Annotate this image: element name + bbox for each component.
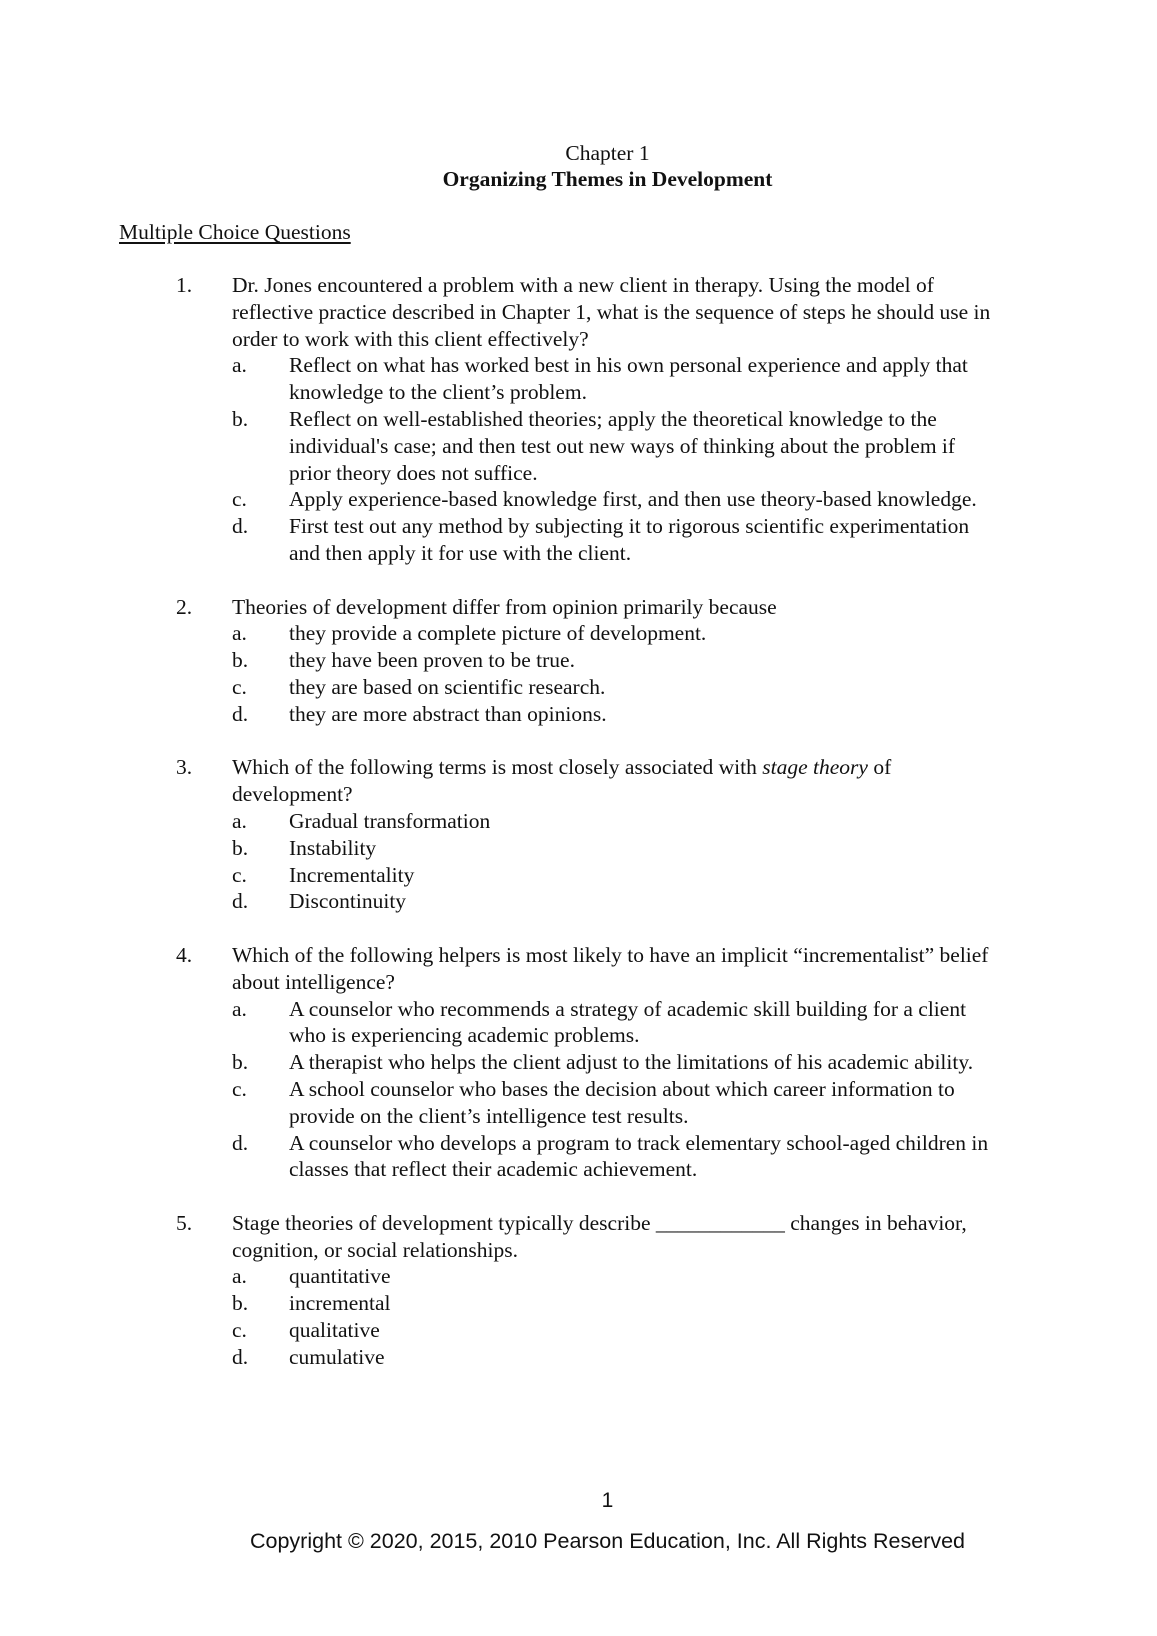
question-list bbox=[0, 272, 1157, 1397]
section-heading: Multiple Choice Questions bbox=[119, 220, 351, 244]
option-text: they are based on scientific research. bbox=[289, 674, 606, 699]
answer-option bbox=[0, 1290, 1157, 1317]
question-stem-text: Which of the following terms is most closely associated with bbox=[232, 755, 763, 780]
question-number: 3. bbox=[176, 755, 193, 780]
option-letter: a. bbox=[232, 996, 247, 1021]
answer-option bbox=[0, 674, 1157, 701]
answer-option bbox=[0, 352, 1157, 406]
chapter-title: Organizing Themes in Development bbox=[442, 167, 773, 191]
option-text: they are more abstract than opinions. bbox=[289, 701, 607, 726]
option-letter: b. bbox=[232, 406, 249, 431]
option-letter: c. bbox=[232, 487, 247, 512]
option-text: qualitative bbox=[289, 1318, 380, 1343]
answer-option bbox=[0, 1049, 1157, 1076]
option-text: Apply experience-based knowledge first, and then use theory-based knowledge. bbox=[289, 487, 977, 512]
page-number: 1 bbox=[601, 1489, 614, 1512]
question-stem-text: Which of the following helpers is most likely to have an implicit “incrementalist” belief about intelligence? bbox=[232, 942, 989, 994]
option-letter: b. bbox=[232, 648, 249, 673]
option-letter: c. bbox=[232, 1318, 247, 1343]
option-letter: d. bbox=[232, 1344, 249, 1369]
option-letter: a. bbox=[232, 1264, 247, 1289]
option-letter: c. bbox=[232, 1076, 247, 1101]
option-text: Reflect on well-established theories; apply the theoretical knowledge to the individual's case; and then test out new ways of thinking about the problem if prior theory does not suffice. bbox=[289, 406, 956, 485]
answer-option bbox=[0, 835, 1157, 862]
answer-option bbox=[0, 701, 1157, 728]
option-text: Incrementality bbox=[289, 862, 415, 887]
question-stem bbox=[232, 754, 992, 808]
question-number: 2. bbox=[176, 594, 193, 619]
question-number: 1. bbox=[176, 273, 193, 297]
option-text: Reflect on what has worked best in his own personal experience and apply that knowledge to the client’s problem. bbox=[289, 353, 968, 405]
answer-option bbox=[0, 406, 1157, 486]
question-item bbox=[0, 942, 1157, 1183]
answer-option bbox=[0, 1317, 1157, 1344]
option-letter: b. bbox=[232, 1050, 249, 1075]
question-number: 5. bbox=[176, 1210, 193, 1235]
question-stem bbox=[232, 942, 992, 996]
answer-option bbox=[0, 647, 1157, 674]
question-stem bbox=[232, 1210, 992, 1264]
option-text: A counselor who develops a program to track elementary school-aged children in classes that reflect their academic achievement. bbox=[289, 1130, 989, 1182]
option-text: they have been proven to be true. bbox=[289, 648, 575, 673]
option-letter: d. bbox=[232, 701, 249, 726]
answer-option bbox=[0, 1263, 1157, 1290]
answer-option bbox=[0, 862, 1157, 889]
answer-option bbox=[0, 1076, 1157, 1130]
option-letter: d. bbox=[232, 514, 249, 539]
option-text: quantitative bbox=[289, 1264, 391, 1289]
question-stem-text: Stage theories of development typically describe ____________ changes in behavior, cognition, or social relationships. bbox=[232, 1210, 967, 1262]
answer-option bbox=[0, 996, 1157, 1050]
option-text: A counselor who recommends a strategy of academic skill building for a client who is experiencing academic problems. bbox=[289, 996, 967, 1048]
question-stem-text: of development? bbox=[232, 755, 892, 807]
option-letter: c. bbox=[232, 862, 247, 887]
option-text: Discontinuity bbox=[289, 889, 407, 914]
option-text: cumulative bbox=[289, 1344, 385, 1369]
answer-option bbox=[0, 486, 1157, 513]
question-stem bbox=[232, 272, 992, 352]
copyright-notice: Copyright © 2020, 2015, 2010 Pearson Education, Inc. All Rights Reserved bbox=[249, 1529, 966, 1553]
answer-option bbox=[0, 808, 1157, 835]
option-text: Gradual transformation bbox=[289, 808, 491, 833]
option-text: First test out any method by subjecting it to rigorous scientific experimentation and then apply it for use with the client. bbox=[289, 514, 970, 565]
question-stem-text: Dr. Jones encountered a problem with a new client in therapy. Using the model of reflective practice described in Chapter 1, what is the sequence of steps he should use in order to work with this client effectively? bbox=[232, 273, 991, 351]
question-item bbox=[0, 754, 1157, 915]
chapter-label: Chapter 1 bbox=[565, 141, 650, 165]
option-text: they provide a complete picture of development. bbox=[289, 621, 707, 646]
question-item bbox=[0, 594, 1157, 728]
option-letter: b. bbox=[232, 835, 249, 860]
option-text: incremental bbox=[289, 1291, 391, 1316]
answer-option bbox=[0, 620, 1157, 647]
option-text: Instability bbox=[289, 835, 377, 860]
option-letter: a. bbox=[232, 353, 247, 378]
option-letter: c. bbox=[232, 674, 247, 699]
option-letter: d. bbox=[232, 889, 249, 914]
option-text: A therapist who helps the client adjust to the limitations of his academic ability. bbox=[289, 1050, 974, 1075]
answer-option bbox=[0, 1344, 1157, 1371]
option-letter: a. bbox=[232, 808, 247, 833]
question-item bbox=[0, 272, 1157, 567]
answer-option bbox=[0, 888, 1157, 915]
answer-option bbox=[0, 1130, 1157, 1184]
question-item bbox=[0, 1210, 1157, 1371]
question-stem-text: Theories of development differ from opinion primarily because bbox=[232, 594, 777, 619]
option-letter: b. bbox=[232, 1291, 249, 1316]
option-letter: a. bbox=[232, 621, 247, 646]
question-stem-emphasis: stage theory bbox=[762, 755, 868, 780]
option-text: A school counselor who bases the decision about which career information to provide on the client’s intelligence test results. bbox=[289, 1076, 955, 1128]
question-stem bbox=[232, 594, 992, 621]
option-letter: d. bbox=[232, 1130, 249, 1155]
question-number: 4. bbox=[176, 942, 193, 967]
answer-option bbox=[0, 513, 1157, 567]
